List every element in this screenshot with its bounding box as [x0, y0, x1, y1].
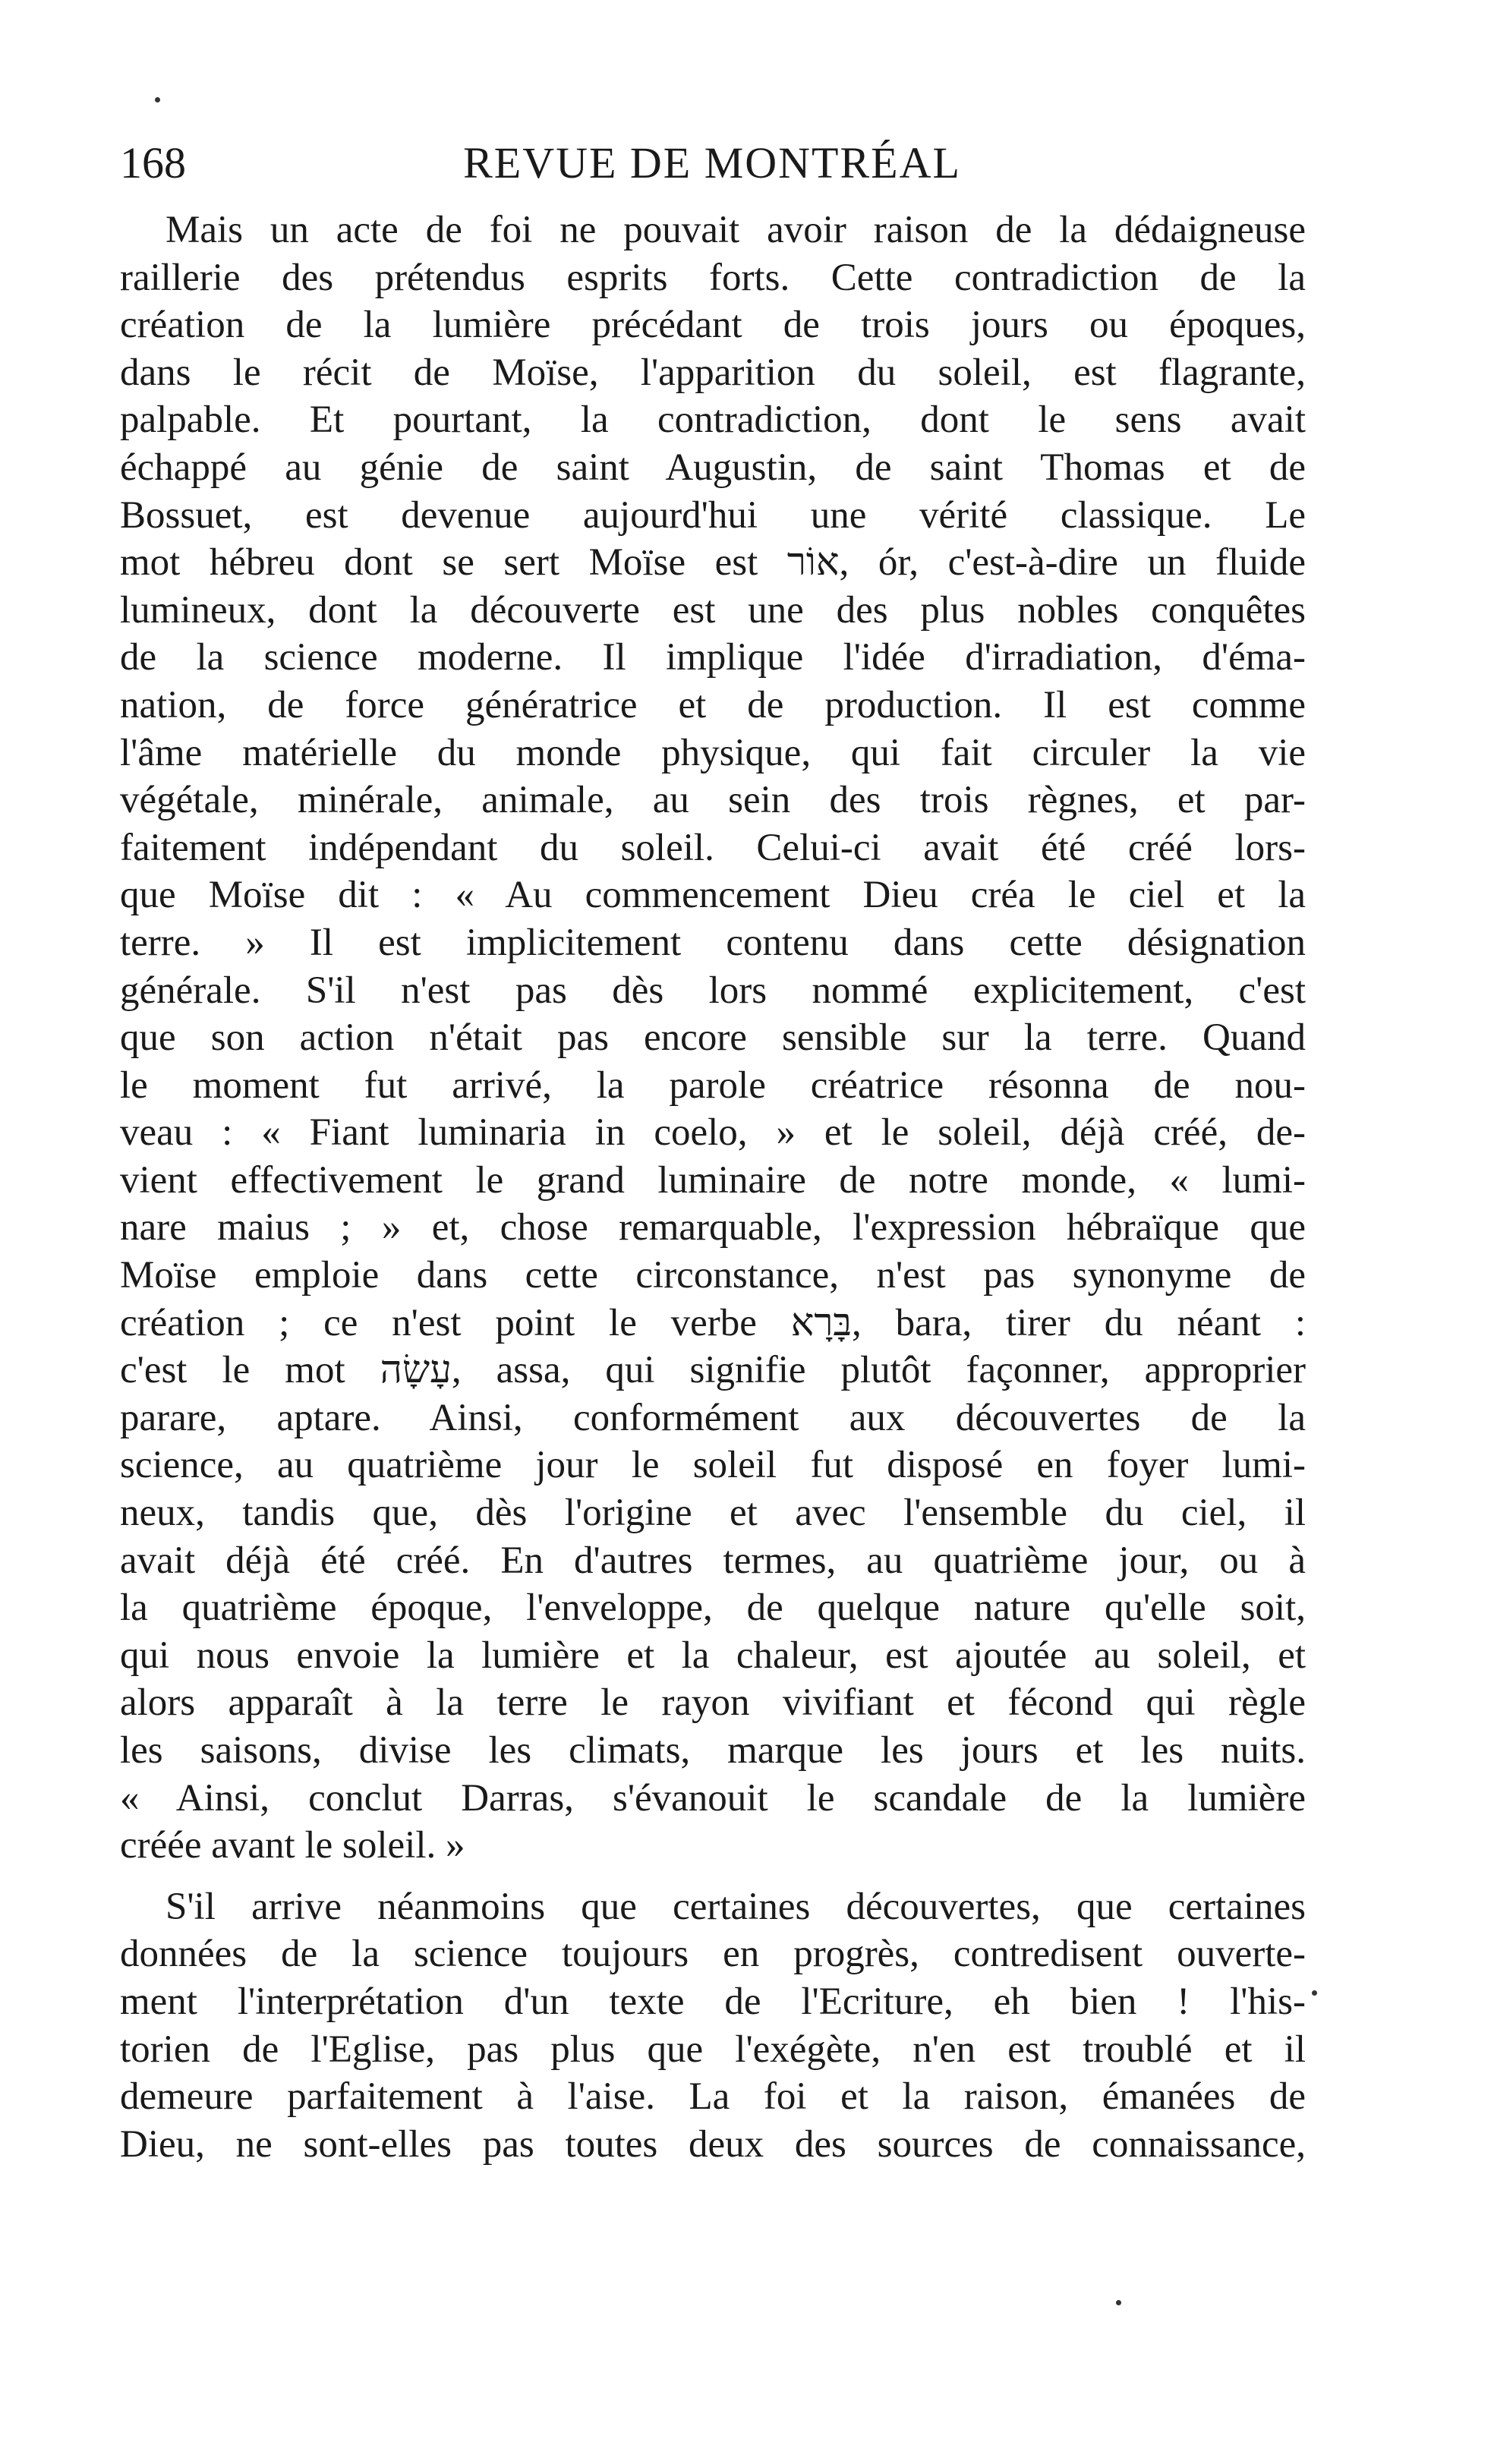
text-line: la quatrième époque, l'enveloppe, de quelque nature qu'elle soit, [120, 1586, 1306, 1630]
text-line: raillerie des prétendus esprits forts. Cette contradiction de la [120, 256, 1306, 299]
text-line: lumineux, dont la découverte est une des plus nobles conquêtes [120, 588, 1306, 632]
text-line: Moïse emploie dans cette circonstance, n'est pas synonyme de [120, 1254, 1306, 1297]
text-line: dans le récit de Moïse, l'apparition du soleil, est flagrante, [120, 351, 1306, 394]
text-line: science, au quatrième jour le soleil fut disposé en foyer lumi- [120, 1444, 1306, 1487]
text-line: création de la lumière précédant de trois jours ou époques, [120, 304, 1306, 347]
text-line: mot hébreu dont se sert Moïse est אוֹר, ór, c'est-à-dire un fluide [120, 541, 1306, 584]
text-line: « Ainsi, conclut Darras, s'évanouit le scandale de la lumière [120, 1776, 1306, 1820]
text-line: les saisons, divise les climats, marque les jours et les nuits. [120, 1729, 1306, 1772]
text-line: le moment fut arrivé, la parole créatrice résonna de nou- [120, 1063, 1306, 1107]
text-line: vient effectivement le grand luminaire de notre monde, « lumi- [120, 1158, 1306, 1202]
text-line: torien de l'Eglise, pas plus que l'exégète, n'en est troublé et il [120, 2028, 1306, 2071]
paragraph-gap [120, 1870, 1306, 1883]
text-line: générale. S'il n'est pas dès lors nommé explicitement, c'est [120, 969, 1306, 1012]
text-line: parare, aptare. Ainsi, conformément aux découvertes de la [120, 1396, 1306, 1439]
text-line: que Moïse dit : « Au commencement Dieu créa le ciel et la [120, 874, 1306, 917]
text-line: veau : « Fiant luminaria in coelo, » et le soleil, déjà créé, de- [120, 1111, 1306, 1155]
text-line: neux, tandis que, dès l'origine et avec l'ensemble du ciel, il [120, 1492, 1306, 1535]
text-line: Bossuet, est devenue aujourd'hui une vérité classique. Le [120, 493, 1306, 537]
text-line: alors apparaît à la terre le rayon vivifiant et fécond qui règle [120, 1681, 1306, 1725]
text-line: échappé au génie de saint Augustin, de saint Thomas et de [120, 446, 1306, 489]
text-line: nation, de force génératrice et de production. Il est comme [120, 683, 1306, 726]
page-number: 168 [120, 138, 186, 187]
text-line: faitement indépendant du soleil. Celui-ci avait été créé lors- [120, 826, 1306, 869]
text-line: l'âme matérielle du monde physique, qui fait circuler la vie [120, 731, 1306, 774]
paragraph-1 [120, 206, 1306, 1870]
text-line: terre. » Il est implicitement contenu dans cette désignation [120, 921, 1306, 964]
paragraph-2 [120, 1883, 1306, 2169]
scan-speck [1312, 1990, 1317, 1996]
text-line: création ; ce n'est point le verbe בָּרָא, bara, tirer du néant : [120, 1301, 1306, 1344]
text-line: S'il arrive néanmoins que certaines découvertes, que certaines [165, 1885, 1306, 1928]
scan-speck [155, 97, 160, 102]
text-line: Dieu, ne sont-elles pas toutes deux des sources de connaissance, [120, 2122, 1306, 2166]
text-line: demeure parfaitement à l'aise. La foi et la raison, émanées de [120, 2075, 1306, 2119]
text-line: Mais un acte de foi ne pouvait avoir raison de la dédaigneuse [165, 209, 1306, 251]
text-line: données de la science toujours en progrès, contredisent ouverte- [120, 1933, 1306, 1976]
text-line: c'est le mot עָשָׂה, assa, qui signifie plutôt façonner, approprier [120, 1349, 1306, 1392]
text-line: que son action n'était pas encore sensible sur la terre. Quand [120, 1016, 1306, 1060]
text-line: ment l'interprétation d'un texte de l'Ecriture, eh bien ! l'his- [120, 1980, 1306, 2023]
text-line: végétale, minérale, animale, au sein des trois règnes, et par- [120, 779, 1306, 822]
text-line: de la science moderne. Il implique l'idée d'irradiation, d'éma- [120, 636, 1306, 679]
running-title: REVUE DE MONTRÉAL [463, 138, 961, 187]
text-line: palpable. Et pourtant, la contradiction, dont le sens avait [120, 399, 1306, 442]
text-line: qui nous envoie la lumière et la chaleur, est ajoutée au soleil, et [120, 1634, 1306, 1677]
text-line: avait déjà été créé. En d'autres termes, au quatrième jour, ou à [120, 1539, 1306, 1582]
text-line: créée avant le soleil. » [120, 1824, 465, 1867]
body-text [120, 206, 1306, 2168]
text-line: nare maius ; » et, chose remarquable, l'expression hébraïque que [120, 1206, 1306, 1249]
page-header [120, 137, 1304, 197]
scan-speck [1116, 2300, 1121, 2305]
